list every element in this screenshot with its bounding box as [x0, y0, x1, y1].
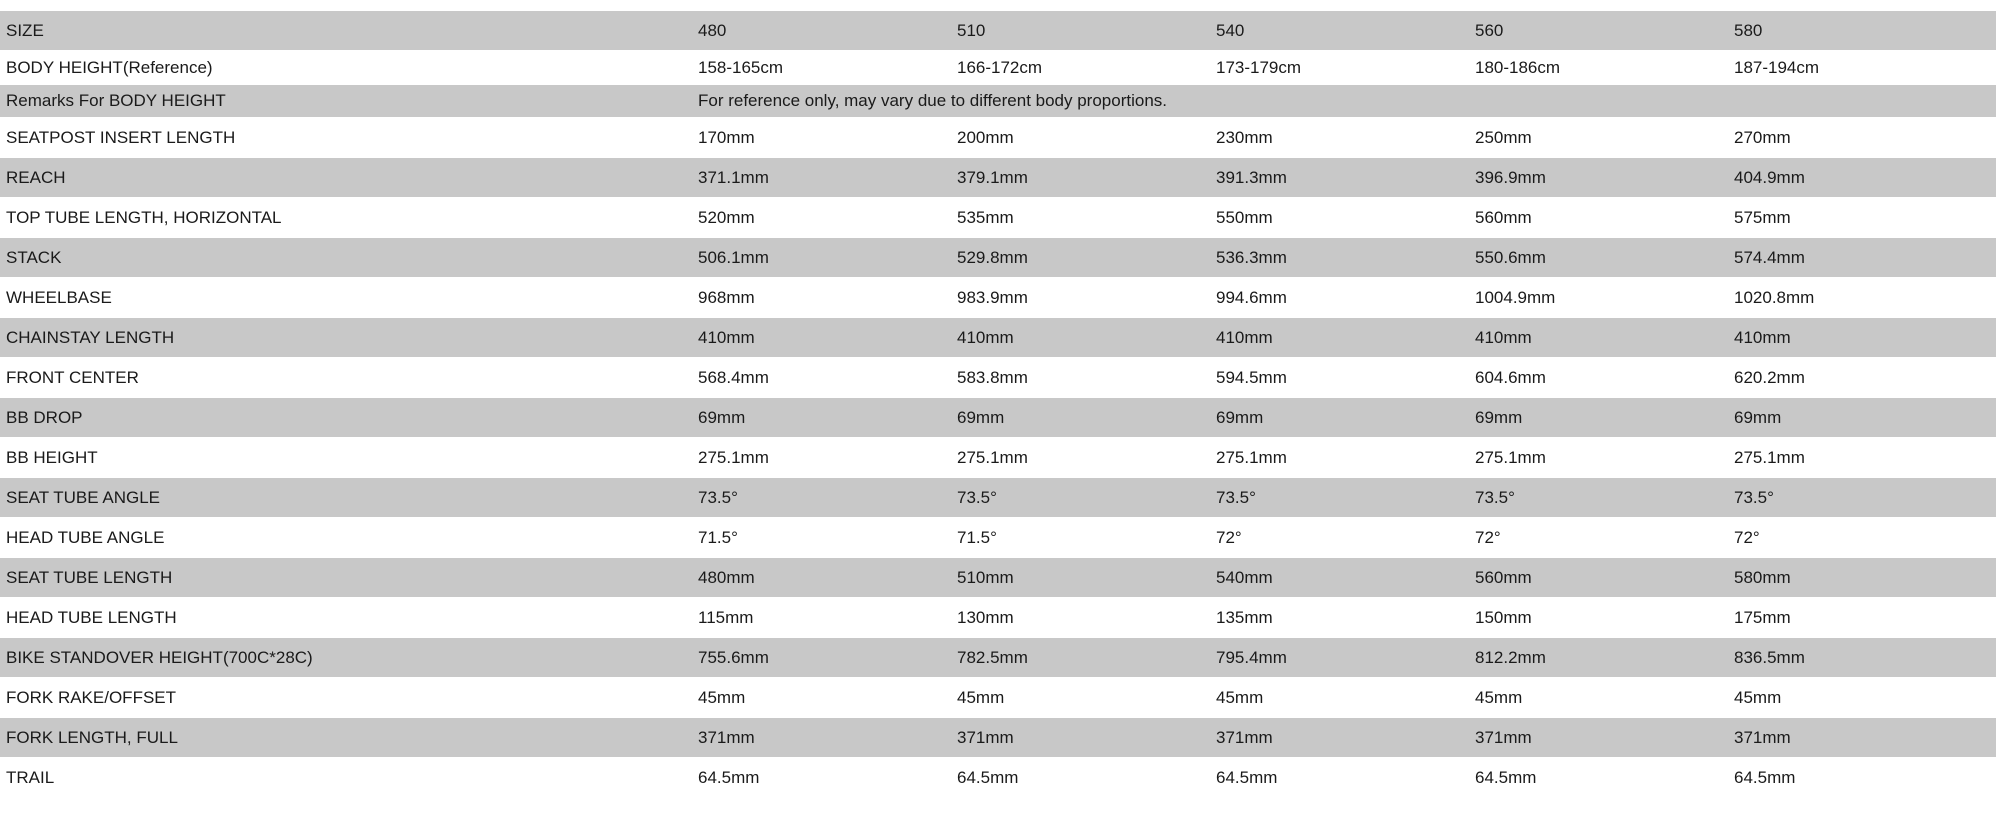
table-cell: 371mm: [1734, 718, 1996, 758]
table-cell: 550.6mm: [1475, 238, 1734, 278]
row-label: WHEELBASE: [0, 278, 698, 318]
row-label: BB DROP: [0, 398, 698, 438]
table-row-head-tube-length: [0, 598, 1996, 638]
table-cell: 64.5mm: [957, 758, 1216, 798]
table-cell: 71.5°: [957, 518, 1216, 558]
table-cell: 410mm: [1475, 318, 1734, 358]
row-label: HEAD TUBE ANGLE: [0, 518, 698, 558]
table-cell: 379.1mm: [957, 158, 1216, 198]
table-cell: 73.5°: [957, 478, 1216, 518]
table-row-fork-length: [0, 718, 1996, 758]
table-cell: 536.3mm: [1216, 238, 1475, 278]
table-cell: 540mm: [1216, 558, 1475, 598]
table-cell: 795.4mm: [1216, 638, 1475, 678]
table-cell: 583.8mm: [957, 358, 1216, 398]
table-cell: 170mm: [698, 118, 957, 158]
row-label: SEAT TUBE ANGLE: [0, 478, 698, 518]
table-cell: 275.1mm: [1734, 438, 1996, 478]
table-cell: 230mm: [1216, 118, 1475, 158]
cell-size-480: 480: [698, 11, 957, 51]
table-row-seatpost-insert: [0, 118, 1996, 158]
table-cell: 520mm: [698, 198, 957, 238]
table-cell: 410mm: [1216, 318, 1475, 358]
table-cell: 187-194cm: [1734, 51, 1996, 85]
row-label: FORK LENGTH, FULL: [0, 718, 698, 758]
table-cell: 371mm: [957, 718, 1216, 758]
table-cell: 275.1mm: [1475, 438, 1734, 478]
table-cell: 71.5°: [698, 518, 957, 558]
table-row-trail: [0, 758, 1996, 798]
table-cell: 69mm: [957, 398, 1216, 438]
table-cell: 1004.9mm: [1475, 278, 1734, 318]
table-cell: 782.5mm: [957, 638, 1216, 678]
table-cell: 115mm: [698, 598, 957, 638]
table-cell: 404.9mm: [1734, 158, 1996, 198]
cell-size-580: 580: [1734, 11, 1996, 51]
table-row-wheelbase: [0, 278, 1996, 318]
table-cell: 812.2mm: [1475, 638, 1734, 678]
cell-size-540: 540: [1216, 11, 1475, 51]
table-cell: 275.1mm: [957, 438, 1216, 478]
table-cell: 604.6mm: [1475, 358, 1734, 398]
table-cell: 983.9mm: [957, 278, 1216, 318]
table-row-body-height-remarks: [0, 85, 1996, 118]
table-row-fork-rake: [0, 678, 1996, 718]
table-cell: 275.1mm: [1216, 438, 1475, 478]
row-label: BODY HEIGHT(Reference): [0, 51, 698, 85]
remark-cell: For reference only, may vary due to different body proportions.: [698, 85, 1996, 118]
table-cell: 575mm: [1734, 198, 1996, 238]
table-cell: 391.3mm: [1216, 158, 1475, 198]
table-cell: 560mm: [1475, 558, 1734, 598]
table-cell: 371mm: [1475, 718, 1734, 758]
table-cell: 755.6mm: [698, 638, 957, 678]
table-cell: 270mm: [1734, 118, 1996, 158]
table-cell: 410mm: [698, 318, 957, 358]
geometry-table: [0, 10, 1996, 797]
table-cell: 166-172cm: [957, 51, 1216, 85]
table-cell: 64.5mm: [1475, 758, 1734, 798]
table-cell: 175mm: [1734, 598, 1996, 638]
table-row-front-center: [0, 358, 1996, 398]
table-row-seat-tube-angle: [0, 478, 1996, 518]
table-cell: 69mm: [1734, 398, 1996, 438]
table-cell: 574.4mm: [1734, 238, 1996, 278]
table-cell: 45mm: [698, 678, 957, 718]
table-cell: 73.5°: [698, 478, 957, 518]
table-row-size: [0, 11, 1996, 51]
table-cell: 150mm: [1475, 598, 1734, 638]
table-cell: 410mm: [1734, 318, 1996, 358]
table-cell: 72°: [1734, 518, 1996, 558]
table-cell: 69mm: [1475, 398, 1734, 438]
table-row-body-height: [0, 51, 1996, 85]
table-cell: 130mm: [957, 598, 1216, 638]
table-cell: 64.5mm: [1216, 758, 1475, 798]
geometry-table-body: [0, 11, 1996, 798]
row-label: FORK RAKE/OFFSET: [0, 678, 698, 718]
table-cell: 45mm: [1216, 678, 1475, 718]
table-cell: 836.5mm: [1734, 638, 1996, 678]
cell-size-510: 510: [957, 11, 1216, 51]
table-cell: 173-179cm: [1216, 51, 1475, 85]
table-cell: 45mm: [1475, 678, 1734, 718]
table-cell: 64.5mm: [698, 758, 957, 798]
table-cell: 594.5mm: [1216, 358, 1475, 398]
row-label: Remarks For BODY HEIGHT: [0, 85, 698, 118]
row-label: FRONT CENTER: [0, 358, 698, 398]
table-cell: 73.5°: [1216, 478, 1475, 518]
table-cell: 396.9mm: [1475, 158, 1734, 198]
table-cell: 371.1mm: [698, 158, 957, 198]
row-label: REACH: [0, 158, 698, 198]
row-label: SEAT TUBE LENGTH: [0, 558, 698, 598]
table-cell: 371mm: [1216, 718, 1475, 758]
table-cell: 73.5°: [1734, 478, 1996, 518]
table-cell: 69mm: [698, 398, 957, 438]
table-cell: 45mm: [957, 678, 1216, 718]
table-cell: 200mm: [957, 118, 1216, 158]
row-label: TRAIL: [0, 758, 698, 798]
table-row-bb-drop: [0, 398, 1996, 438]
table-cell: 45mm: [1734, 678, 1996, 718]
table-cell: 64.5mm: [1734, 758, 1996, 798]
row-label: SIZE: [0, 11, 698, 51]
table-cell: 560mm: [1475, 198, 1734, 238]
table-cell: 506.1mm: [698, 238, 957, 278]
table-row-chainstay-length: [0, 318, 1996, 358]
table-cell: 529.8mm: [957, 238, 1216, 278]
table-cell: 180-186cm: [1475, 51, 1734, 85]
table-cell: 69mm: [1216, 398, 1475, 438]
table-row-stack: [0, 238, 1996, 278]
row-label: CHAINSTAY LENGTH: [0, 318, 698, 358]
table-cell: 968mm: [698, 278, 957, 318]
row-label: STACK: [0, 238, 698, 278]
table-row-top-tube-length: [0, 198, 1996, 238]
table-row-seat-tube-length: [0, 558, 1996, 598]
table-cell: 72°: [1216, 518, 1475, 558]
table-cell: 480mm: [698, 558, 957, 598]
table-cell: 410mm: [957, 318, 1216, 358]
cell-size-560: 560: [1475, 11, 1734, 51]
table-cell: 510mm: [957, 558, 1216, 598]
table-row-head-tube-angle: [0, 518, 1996, 558]
table-row-standover-height: [0, 638, 1996, 678]
table-cell: 568.4mm: [698, 358, 957, 398]
row-label: SEATPOST INSERT LENGTH: [0, 118, 698, 158]
table-cell: 550mm: [1216, 198, 1475, 238]
row-label: HEAD TUBE LENGTH: [0, 598, 698, 638]
table-cell: 580mm: [1734, 558, 1996, 598]
table-cell: 158-165cm: [698, 51, 957, 85]
table-cell: 275.1mm: [698, 438, 957, 478]
row-label: BB HEIGHT: [0, 438, 698, 478]
table-cell: 535mm: [957, 198, 1216, 238]
table-cell: 1020.8mm: [1734, 278, 1996, 318]
table-cell: 72°: [1475, 518, 1734, 558]
row-label: TOP TUBE LENGTH, HORIZONTAL: [0, 198, 698, 238]
table-cell: 250mm: [1475, 118, 1734, 158]
table-cell: 994.6mm: [1216, 278, 1475, 318]
table-cell: 371mm: [698, 718, 957, 758]
table-cell: 73.5°: [1475, 478, 1734, 518]
table-row-reach: [0, 158, 1996, 198]
table-cell: 135mm: [1216, 598, 1475, 638]
table-cell: 620.2mm: [1734, 358, 1996, 398]
table-row-bb-height: [0, 438, 1996, 478]
row-label: BIKE STANDOVER HEIGHT(700C*28C): [0, 638, 698, 678]
